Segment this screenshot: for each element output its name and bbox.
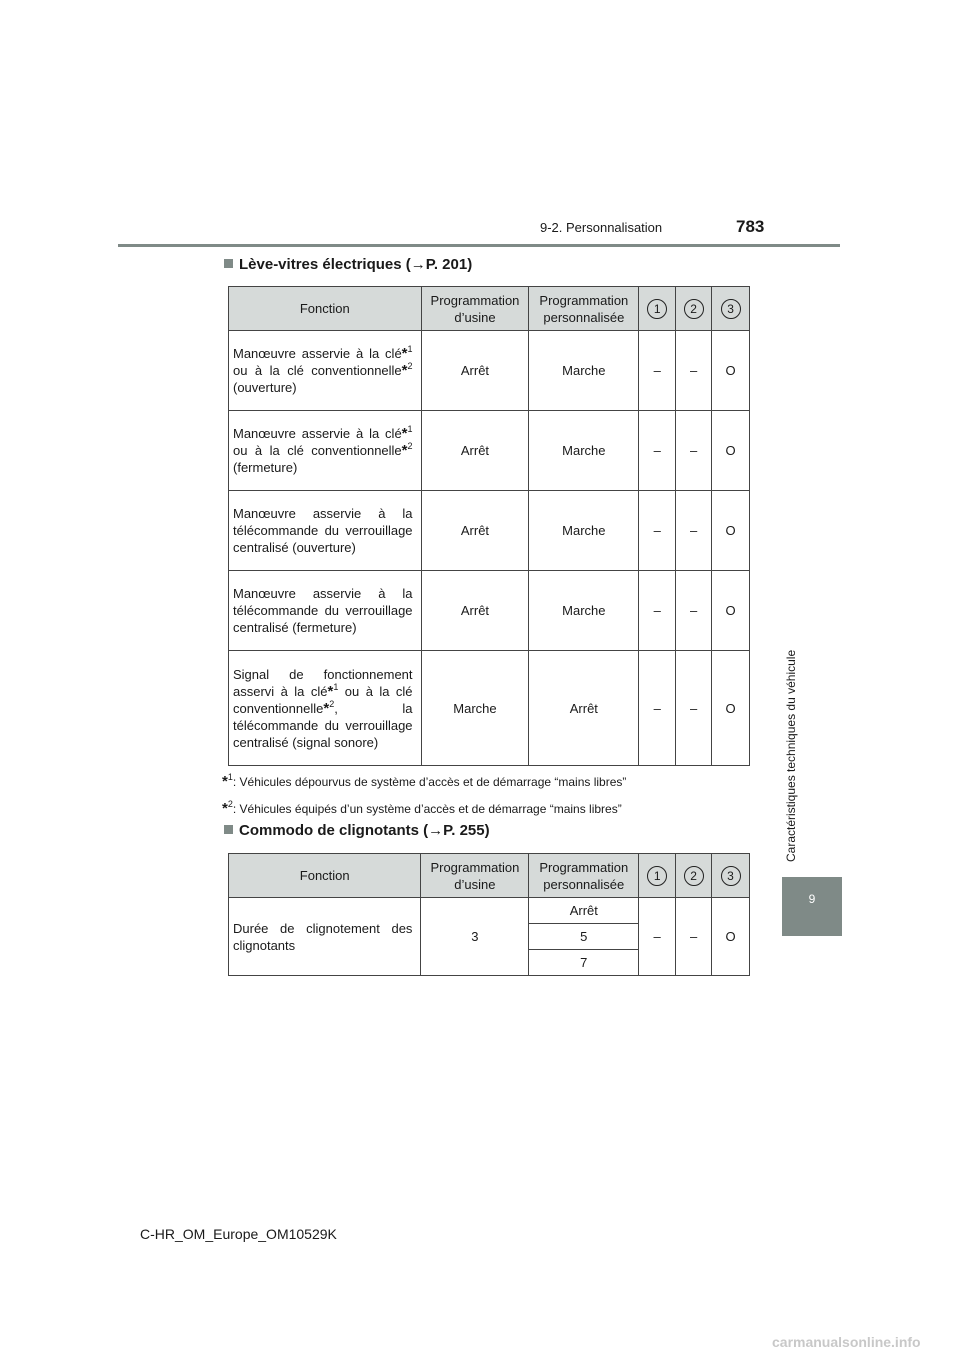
page-number: 783 xyxy=(736,217,765,236)
table-row xyxy=(229,491,750,571)
footnote-star: * xyxy=(401,345,408,362)
row-col2: – xyxy=(676,331,712,411)
row-col1: – xyxy=(639,898,676,976)
row-col2: – xyxy=(676,651,712,766)
arrow-right-icon: → xyxy=(410,256,426,273)
footnote-star: * xyxy=(323,699,330,717)
row-factory: Arrêt xyxy=(421,571,529,651)
page-reference: P. 201 xyxy=(425,256,468,273)
row-col1: – xyxy=(639,571,676,651)
header-function: Fonction xyxy=(229,854,421,898)
page-reference: P. 255 xyxy=(443,822,485,839)
footnote-star: * xyxy=(401,442,408,459)
row-function: Signal de fonctionnement asservi à la clé*$^1$ ou à la clé conventionnelle*$^2$, la télécommande du verrouillage centralisé (signal sonore) xyxy=(229,651,422,766)
row-function: Durée de clignotement des clignotants xyxy=(229,898,421,976)
circled-3-icon: 3 xyxy=(721,299,741,319)
row-col3: O xyxy=(712,331,750,411)
row-function: Manœuvre asservie à la télécommande du verrouillage centralisé (ouverture) xyxy=(229,491,422,571)
row-factory: Arrêt xyxy=(421,491,529,571)
header-factory-setting: Programmation d’usine xyxy=(421,854,529,898)
chapter-title: Caractéristiques techniques du véhicule xyxy=(784,649,798,862)
row-col3: O xyxy=(712,651,750,766)
header-rule xyxy=(118,244,840,247)
row-function: Manœuvre asservie à la clé*$^1$ ou à la clé conventionnelle*$^2$ (ouverture) xyxy=(229,331,422,411)
row-col1: – xyxy=(639,411,676,491)
row-custom: Marche xyxy=(529,411,639,491)
row-factory: Arrêt xyxy=(421,411,529,491)
row-col3: O xyxy=(712,898,750,976)
table-header-row xyxy=(229,854,750,898)
row-custom: Marche xyxy=(529,491,639,571)
row-col2: – xyxy=(676,898,712,976)
header-section: 9-2. Personnalisation xyxy=(540,220,663,235)
row-col2: – xyxy=(676,571,712,651)
row-col3: O xyxy=(712,571,750,651)
circled-2-icon: 2 xyxy=(684,866,704,886)
power-windows-table xyxy=(228,286,750,766)
section-title-turn-signals: Commodo de clignotants (→P. 255) xyxy=(224,822,490,839)
circled-1-icon: 1 xyxy=(647,866,667,886)
turn-signals-table xyxy=(228,853,750,976)
arrow-right-icon: → xyxy=(428,822,444,839)
footnote-2: *$^2$: Véhicules équipés d’un système d’accès et de démarrage “mains libres” xyxy=(222,799,622,817)
row-function: Manœuvre asservie à la clé*$^1$ ou à la clé conventionnelle*$^2$ (fermeture) xyxy=(229,411,422,491)
circled-3-icon: 3 xyxy=(721,866,741,886)
header-factory-setting: Programmation d’usine xyxy=(421,287,529,331)
chapter-tab xyxy=(782,877,842,936)
row-factory: Marche xyxy=(421,651,529,766)
watermark: carmanualsonline.info xyxy=(772,1334,921,1350)
row-col3: O xyxy=(712,411,750,491)
row-factory: Arrêt xyxy=(421,331,529,411)
row-custom: Marche xyxy=(529,331,639,411)
footnote-star: * xyxy=(401,362,408,379)
row-factory: 3 xyxy=(421,898,529,976)
square-bullet-icon xyxy=(224,825,233,834)
row-col1: – xyxy=(639,491,676,571)
circled-2-icon: 2 xyxy=(684,299,704,319)
table-row xyxy=(229,331,750,411)
section-title-power-windows: Lève-vitres électriques (→P. 201) xyxy=(224,256,472,273)
row-col1: – xyxy=(639,331,676,411)
row-function: Manœuvre asservie à la télécommande du verrouillage centralisé (fermeture) xyxy=(229,571,422,651)
table-row xyxy=(229,898,750,924)
header-custom-setting: Programmation personnalisée xyxy=(529,287,639,331)
table-row xyxy=(229,651,750,766)
row-custom-option: 7 xyxy=(529,950,639,976)
row-col1: – xyxy=(639,651,676,766)
square-bullet-icon xyxy=(224,259,233,268)
chapter-number: 9 xyxy=(808,892,816,906)
table-header-row xyxy=(229,287,750,331)
header-function: Fonction xyxy=(229,287,422,331)
row-custom-option: 5 xyxy=(529,924,639,950)
row-custom: Marche xyxy=(529,571,639,651)
table-row xyxy=(229,411,750,491)
footnote-1: *$^1$: Véhicules dépourvus de système d’accès et de démarrage “mains libres” xyxy=(222,772,627,790)
table-row xyxy=(229,571,750,651)
row-col2: – xyxy=(676,491,712,571)
header-custom-setting: Programmation personnalisée xyxy=(529,854,639,898)
circled-1-icon: 1 xyxy=(647,299,667,319)
document-code: C-HR_OM_Europe_OM10529K xyxy=(140,1226,337,1242)
footnote-star: * xyxy=(327,682,334,700)
row-custom-option: Arrêt xyxy=(529,898,639,924)
row-col3: O xyxy=(712,491,750,571)
row-custom: Arrêt xyxy=(529,651,639,766)
row-col2: – xyxy=(676,411,712,491)
footnote-star: * xyxy=(401,425,408,442)
